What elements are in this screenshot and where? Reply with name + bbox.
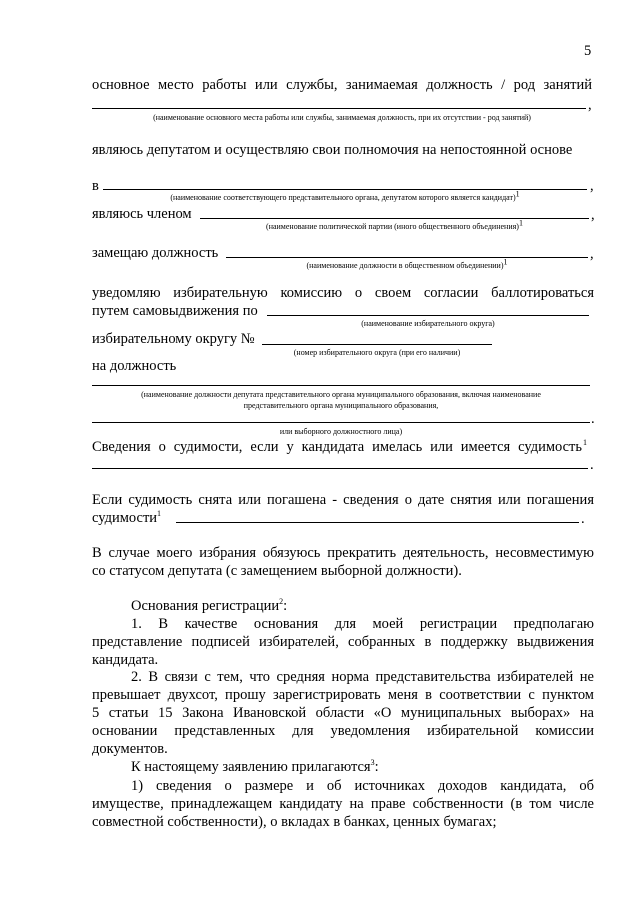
- page-number: 5: [584, 43, 592, 59]
- grounds-item2-line1: 2. В связи с тем, что средняя норма представительства избирателей не: [131, 669, 594, 685]
- grounds-item2-line2: превышает двухсот, прошу зарегистрировать меня в соответствии с пунктом: [92, 687, 594, 703]
- representative-body-field[interactable]: [103, 189, 587, 190]
- grounds-item2-line4: основании представленных для уведомления избирательной комиссии: [92, 723, 594, 739]
- obligation-line-2: со статусом депутата (с замещением выборной должности).: [92, 563, 462, 579]
- grounds-heading: Основания регистрации$^2$:: [131, 597, 288, 614]
- position-caption: (наименование должности в общественном объединении)1: [306, 257, 508, 270]
- workplace-label: основное место работы или службы, занимаемая должность / род занятий: [92, 77, 592, 93]
- notice-line: уведомляю избирательную комиссию о своем согласии баллотироваться: [92, 285, 594, 301]
- attachments-item1-line1: 1) сведения о размере и об источниках доходов кандидата, об: [131, 778, 594, 794]
- office-label: на должность: [92, 358, 177, 374]
- obligation-line-1: В случае моего избрания обязуюсь прекратить деятельность, несовместимую: [92, 545, 594, 561]
- conviction-removed-line: Если судимость снята или погашена - сведения о дате снятия или погашения: [92, 492, 594, 508]
- office-caption-1: (наименование должности депутата представительного органа муниципального образования, включая наименование: [141, 390, 541, 399]
- grounds-item1-line3: кандидата.: [92, 652, 159, 668]
- footnote-marker: 1: [518, 218, 523, 228]
- position-field[interactable]: [226, 257, 588, 258]
- conviction-date-field[interactable]: [176, 522, 579, 523]
- district-number-prefix: избирательному округу №: [92, 331, 255, 347]
- district-name-caption: (наименование избирательного округа): [361, 319, 495, 328]
- attachments-item1-line2: имуществе, принадлежащем кандидату на праве собственности (в том числе: [92, 796, 594, 812]
- grounds-item2-line3: 5 статьи 15 Закона Ивановской области «О муниципальных выборах» на: [92, 705, 594, 721]
- self-nomination-prefix: путем самовыдвижения по: [92, 303, 258, 319]
- workplace-caption: (наименование основного места работы или службы, занимаемая должность, при их отсутствии - род занятий): [153, 113, 531, 122]
- representative-body-caption: (наименование соответствующего представительного органа, депутатом которого является кандидат)1: [170, 189, 520, 202]
- district-number-field[interactable]: [262, 344, 492, 345]
- representative-body-comma: ,: [590, 178, 594, 194]
- grounds-item1-line2: представление подписей избирателей, собранных в поддержку выдвижения: [92, 634, 594, 650]
- conviction-line: Сведения о судимости, если у кандидата имелась или имеется судимость: [92, 439, 582, 455]
- office-caption-3: или выборного должностного лица): [279, 427, 403, 436]
- position-prefix: замещаю должность: [92, 245, 219, 261]
- representative-body-prefix: в: [92, 178, 99, 194]
- party-prefix: являюсь членом: [92, 206, 192, 222]
- office-field-2[interactable]: [92, 422, 590, 423]
- footnote-marker: 2: [279, 597, 284, 607]
- workplace-field[interactable]: [92, 108, 586, 109]
- deputy-statement: являюсь депутатом и осуществляю свои полномочия на непостоянной основе: [92, 142, 573, 158]
- conviction-period: .: [590, 457, 594, 473]
- party-caption: (наименование политической партии (иного общественного объединения)1: [266, 218, 523, 231]
- party-comma: ,: [591, 207, 595, 223]
- workplace-comma: ,: [588, 97, 592, 113]
- footnote-marker: 1: [157, 509, 162, 519]
- conviction-date-period: .: [581, 511, 585, 527]
- conviction-removed-prefix: судимости$^1$: [92, 509, 162, 526]
- office-field[interactable]: [92, 385, 590, 386]
- grounds-item1-line1: 1. В качестве основания для моей регистрации предполагаю: [131, 616, 594, 632]
- footnote-marker: 1: [515, 189, 520, 199]
- office-period: .: [591, 411, 595, 427]
- conviction-field[interactable]: [92, 468, 588, 469]
- attachments-heading: К настоящему заявлению прилагаются$^3$:: [131, 758, 379, 775]
- party-field[interactable]: [200, 218, 589, 219]
- office-caption-2: представительного органа муниципального образования,: [243, 401, 439, 410]
- grounds-item2-line5: документов.: [92, 741, 168, 757]
- district-number-caption: (номер избирательного округа (при его наличии): [293, 348, 461, 357]
- footnote-marker: 1: [503, 257, 508, 267]
- district-name-field[interactable]: [267, 315, 589, 316]
- footnote-marker: 1: [583, 438, 587, 447]
- position-comma: ,: [590, 246, 594, 262]
- footnote-marker: 3: [370, 758, 375, 768]
- attachments-item1-line3: совместной собственности), о вкладах в банках, ценных бумагах;: [92, 814, 497, 830]
